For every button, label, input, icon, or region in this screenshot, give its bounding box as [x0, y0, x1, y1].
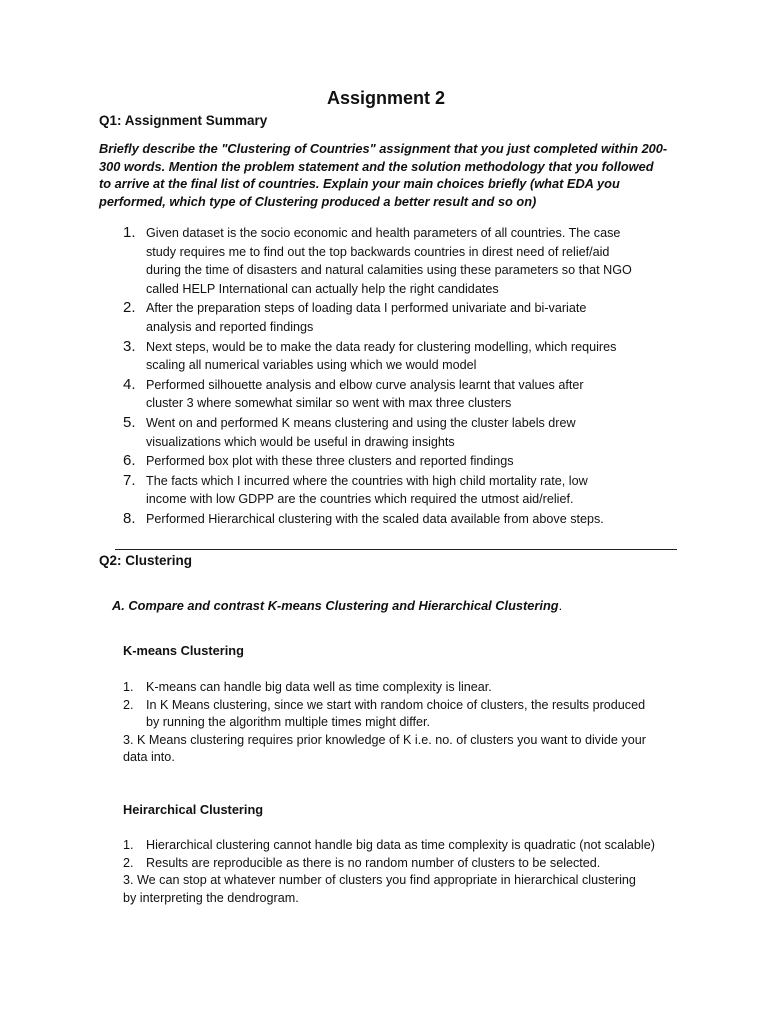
list-line: In K Means clustering, since we start with random choice of clusters, the results produced	[146, 697, 646, 712]
list-item	[123, 679, 683, 697]
list-line: After the preparation steps of loading data I performed univariate and bi-variate	[146, 301, 587, 316]
list-item	[99, 510, 679, 529]
list-number: 1.	[123, 680, 134, 694]
document-title: Assignment 2	[326, 88, 446, 108]
list-line: data into.	[123, 750, 175, 764]
list-text	[146, 837, 655, 855]
list-text	[146, 338, 616, 375]
list-line: by interpreting the dendrogram.	[123, 890, 299, 905]
list-line: cluster 3 where somewhat similar so went with max three clusters	[146, 396, 512, 411]
list-number: 8.	[123, 509, 136, 527]
list-number: 1.	[123, 838, 134, 852]
list-item	[99, 472, 679, 509]
list-text	[146, 472, 588, 509]
list-item	[99, 452, 679, 471]
list-text	[146, 697, 645, 732]
list-item	[99, 414, 679, 451]
list-line: Results are reproducible as there is no random number of clusters to be selected.	[146, 855, 601, 870]
list-item	[123, 837, 683, 855]
list-line: K-means can handle big data well as time complexity is linear.	[146, 680, 492, 694]
list-line: during the time of disasters and natural calamities using these parameters so that NGO	[146, 263, 632, 278]
list-line: visualizations which would be useful in drawing insights	[146, 434, 455, 449]
list-line: study requires me to find out the top backwards countries in direst need of relief/aid	[146, 244, 610, 259]
subquestion-period: .	[558, 598, 563, 613]
list-number: 7.	[123, 471, 136, 489]
hierarchical-heading: Heirarchical Clustering	[123, 802, 264, 817]
kmeans-list	[123, 679, 683, 767]
list-line: income with low GDPP are the countries which required the utmost aid/relief.	[146, 492, 574, 507]
prompt-line: Briefly describe the "Clustering of Countries" assignment that you just completed within 200-	[99, 141, 668, 156]
list-number: 2.	[123, 697, 134, 712]
list-text	[146, 452, 514, 471]
q1-answer-list	[99, 224, 679, 530]
list-text	[146, 224, 632, 298]
list-line: The facts which I incurred where the countries with high child mortality rate, low	[146, 473, 588, 488]
list-line: analysis and reported findings	[146, 319, 314, 334]
list-item	[123, 697, 683, 732]
list-item	[99, 224, 679, 298]
list-item	[99, 299, 679, 336]
list-line: Hierarchical clustering cannot handle big data as time complexity is quadratic (not scalable)	[146, 838, 655, 852]
q2-heading: Q2: Clustering	[99, 553, 193, 568]
section-divider	[115, 549, 677, 550]
list-line: scaling all numerical variables using which we would model	[146, 358, 477, 373]
list-line: Performed Hierarchical clustering with the scaled data available from above steps.	[146, 511, 604, 526]
list-line: 3. We can stop at whatever number of clusters you find appropriate in hierarchical clustering	[123, 873, 636, 887]
list-text	[146, 510, 604, 529]
list-text	[146, 299, 586, 336]
list-paragraph	[123, 732, 683, 767]
list-item	[99, 376, 679, 413]
list-number: 3.	[123, 337, 136, 355]
list-number: 1.	[123, 224, 136, 241]
list-line: called HELP International can actually help the right candidates	[146, 281, 499, 296]
q1-prompt	[99, 140, 668, 210]
hierarchical-list	[123, 837, 683, 907]
list-text	[146, 855, 600, 873]
list-text	[146, 414, 576, 451]
list-number: 6.	[123, 452, 136, 470]
q2-subquestion	[112, 598, 562, 613]
list-text	[146, 679, 492, 697]
list-line: 3. K Means clustering requires prior knowledge of K i.e. no. of clusters you want to divide your	[123, 732, 646, 747]
prompt-line: performed, which type of Clustering produced a better result and so on)	[99, 193, 537, 209]
list-number: 2.	[123, 855, 134, 870]
q1-heading: Q1: Assignment Summary	[99, 113, 268, 128]
kmeans-heading: K-means Clustering	[123, 643, 244, 658]
list-number: 4.	[123, 375, 136, 393]
list-line: by running the algorithm multiple times might differ.	[146, 715, 430, 729]
list-number: 2.	[123, 299, 136, 317]
subquestion-text: A. Compare and contrast K-means Clustering and Hierarchical Clustering	[112, 598, 559, 613]
list-line: Given dataset is the socio economic and health parameters of all countries. The case	[146, 226, 621, 240]
list-paragraph	[123, 872, 683, 907]
list-text	[146, 376, 584, 413]
list-number: 5.	[123, 413, 136, 431]
list-line: Went on and performed K means clustering and using the cluster labels drew	[146, 415, 576, 430]
list-line: Next steps, would be to make the data ready for clustering modelling, which requires	[146, 339, 617, 354]
list-line: Performed box plot with these three clusters and reported findings	[146, 454, 514, 469]
list-item	[123, 855, 683, 873]
prompt-line: 300 words. Mention the problem statement and the solution methodology that you followed	[99, 158, 654, 174]
list-item	[99, 338, 679, 375]
prompt-line: to arrive at the final list of countries. Explain your main choices briefly (what EDA you	[99, 176, 620, 191]
list-line: Performed silhouette analysis and elbow curve analysis learnt that values after	[146, 377, 584, 392]
